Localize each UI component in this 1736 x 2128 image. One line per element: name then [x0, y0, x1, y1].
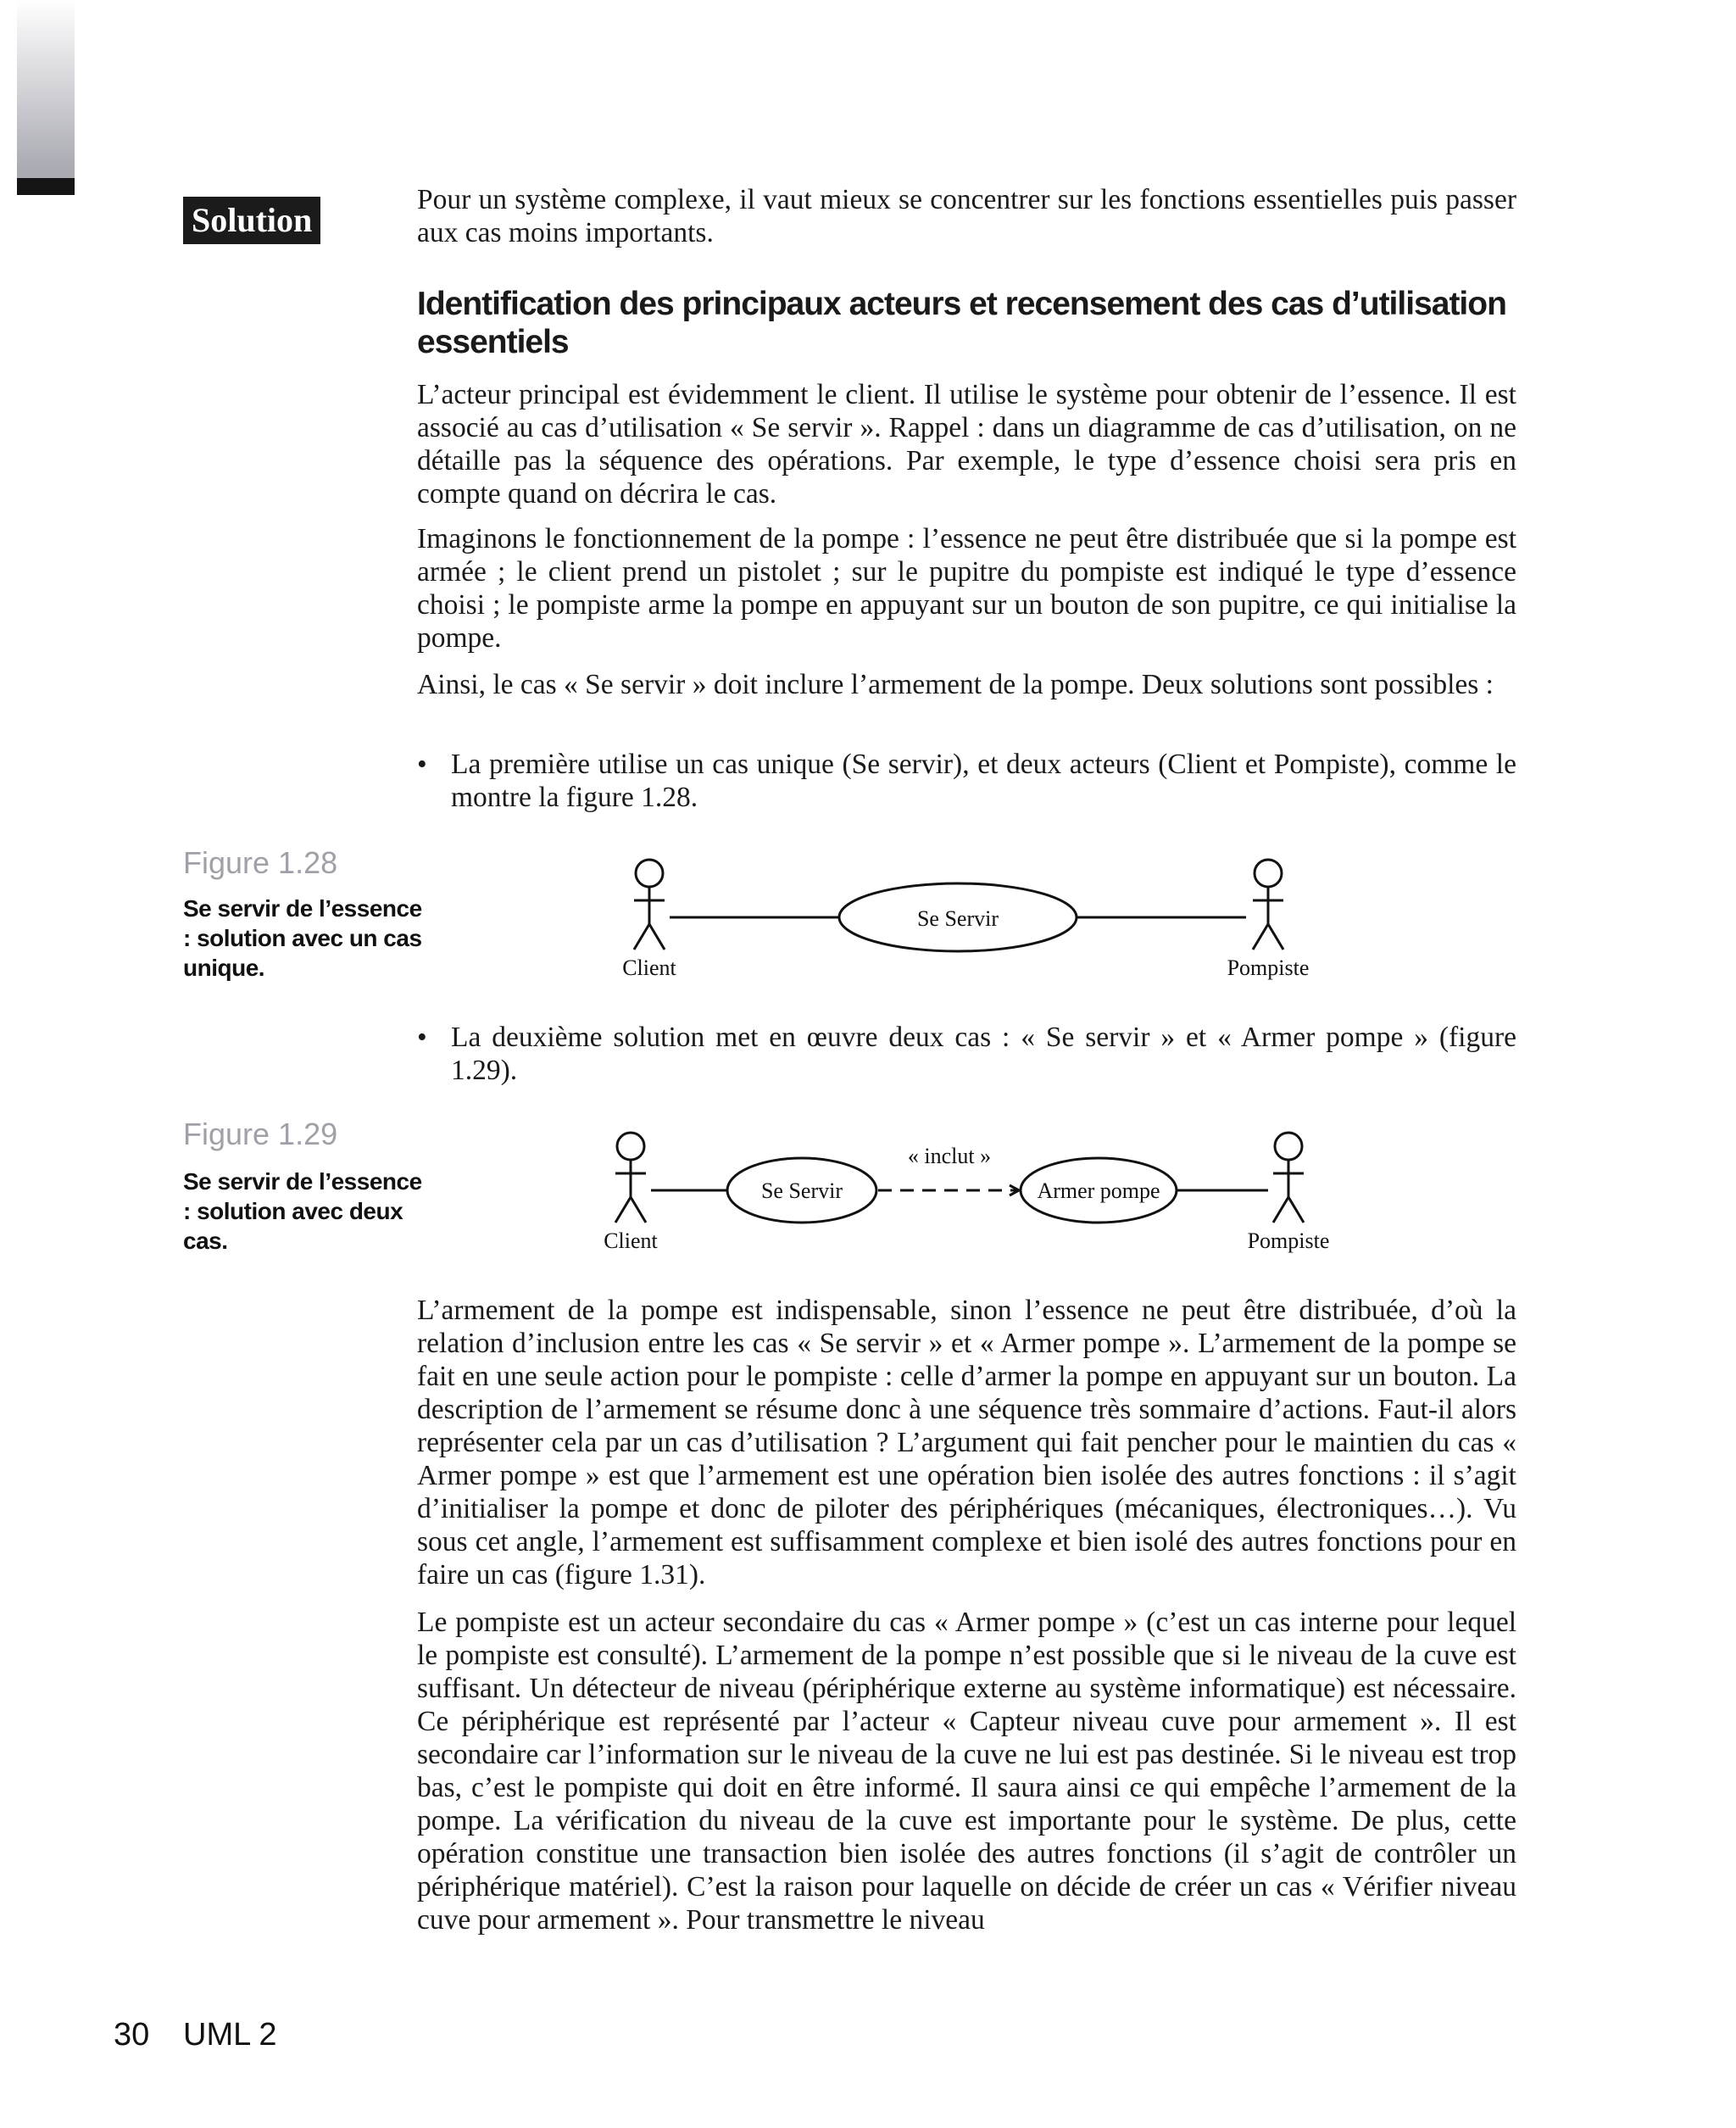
- paragraph-4: L’armement de la pompe est indispensable, sinon l’essence ne peut être distribuée, d’où la relation d’inclusion entre les cas « Se servir » et « Armer pompe ». L’armement de la pompe se fait en une seule action pour le pompiste : celle d’armer la pompe en appuyant sur un bouton. La description de l’armement se résume donc à une séquence très sommaire d’actions. Faut-il alors représenter cela par un cas d’utilisation ? L’argument qui fait pencher pour le maintien du cas « Armer pompe » est que l’armement est une opération bien isolée des autres fonctions : il s’agit d’initialiser la pompe et donc de piloter des périphériques (mécaniques, électroniques…). Vu sous cet angle, l’armement est suffisamment complexe et bien isolé des autres fonctions pour en faire un cas (figure 1.31).: [417, 1295, 1516, 1590]
- figure-29-label: Figure 1.29: [183, 1117, 338, 1151]
- paragraph-2: Imaginons le fonctionnement de la pompe : l’essence ne peut être distribuée que si la pompe est armée ; le client prend un pistolet ; sur le pupitre du pompiste est indiqué le type d’essence choisi ; le pompiste arme la pompe en appuyant sur un bouton de son pupitre, ce qui initialise la pompe.: [417, 523, 1516, 654]
- book-title: UML 2: [183, 2017, 277, 2053]
- use-case-se-servir-label: Se Servir: [916, 906, 999, 931]
- paragraph-1: L’acteur principal est évidemment le client. Il utilise le système pour obtenir de l’essence. Il est associé au cas d’utilisation « Se servir ». Rappel : dans un diagramme de cas d’utilisation, on ne détaille pas la séquence des opérations. Par exemple, le type d’essence choisi sera pris en compte quand on décrira le cas.: [417, 379, 1516, 510]
- bullet-dot: •: [417, 1022, 427, 1053]
- page-edge-tab: [17, 0, 75, 195]
- figure-29-diagram: [576, 1119, 1373, 1263]
- figure-28-caption: Se servir de l’essence : solution avec un cas unique.: [183, 895, 422, 981]
- bullet-text-1: La première utilise un cas unique (Se servir), et deux acteurs (Client et Pompiste), comme le montre la figure 1.28.: [451, 749, 1516, 813]
- paragraph-5: Le pompiste est un acteur secondaire du cas « Armer pompe » (c’est un cas interne pour lequel le pompiste est consulté). L’armement de la pompe n’est possible que si le niveau de la cuve est suffisant. Un détecteur de niveau (périphérique externe au système informatique) est nécessaire. Ce périphérique est représenté par l’acteur « Capteur niveau cuve pour armement ». Il est secondaire car l’information sur le niveau de la cuve ne lui est pas destinée. Si le niveau est trop bas, c’est le pompiste qui doit en être informé. Il saura ainsi ce qui empêche l’armement de la pompe. La vérification du niveau de la cuve est importante pour le système. De plus, cette opération constitue une transaction bien isolée des autres fonctions (il s’agit de contrôler un périphérique matériel). C’est la raison pour laquelle on décide de créer un cas « Vérifier niveau cuve pour armement ». Pour transmettre le niveau: [417, 1607, 1516, 1936]
- page-edge-tab-end: [17, 178, 75, 195]
- figure-29-caption: Se servir de l’essence : solution avec deux cas.: [183, 1168, 422, 1254]
- bullet-dot: •: [417, 749, 427, 780]
- include-stereotype-label: « inclut »: [907, 1144, 992, 1168]
- actor-client-label: Client: [604, 1228, 658, 1253]
- bullet-text-2: La deuxième solution met en œuvre deux cas : « Se servir » et « Armer pompe » (figure 1.29).: [451, 1022, 1516, 1086]
- figure-28-label: Figure 1.28: [183, 845, 338, 880]
- actor-pompiste-label: Pompiste: [1227, 955, 1310, 980]
- actor-client-label: Client: [622, 955, 676, 980]
- section-block: [417, 285, 1516, 361]
- figure-28-diagram: [593, 848, 1356, 992]
- page-number: 30: [114, 2017, 150, 2053]
- paragraph-block-1: [417, 378, 1516, 510]
- bullet-item-1: [417, 748, 1516, 814]
- paragraph-3: Ainsi, le cas « Se servir » doit inclure l’armement de la pompe. Deux solutions sont possibles :: [417, 669, 1494, 700]
- actor-pompiste-figure: [1253, 860, 1283, 950]
- intro-paragraph: Pour un système complexe, il vaut mieux se concentrer sur les fonctions essentielles puis passer aux cas moins importants.: [417, 184, 1516, 248]
- actor-client-figure: [615, 1133, 646, 1223]
- paragraph-block-5: [417, 1606, 1516, 1936]
- actor-pompiste-figure: [1273, 1133, 1304, 1223]
- bullet-item-2: [417, 1021, 1516, 1087]
- section-heading: Identification des principaux acteurs et recensement des cas d’utilisation essentiels: [417, 286, 1506, 360]
- use-case-armer-pompe-label: Armer pompe: [1037, 1178, 1160, 1203]
- solution-badge: Solution: [183, 197, 320, 244]
- use-case-se-servir-label: Se Servir: [760, 1178, 843, 1203]
- paragraph-block-4: [417, 1294, 1516, 1591]
- intro-block: [417, 183, 1516, 249]
- paragraph-block-3: [417, 668, 1516, 701]
- actor-pompiste-label: Pompiste: [1247, 1228, 1330, 1253]
- paragraph-block-2: [417, 522, 1516, 655]
- actor-client-figure: [634, 860, 665, 950]
